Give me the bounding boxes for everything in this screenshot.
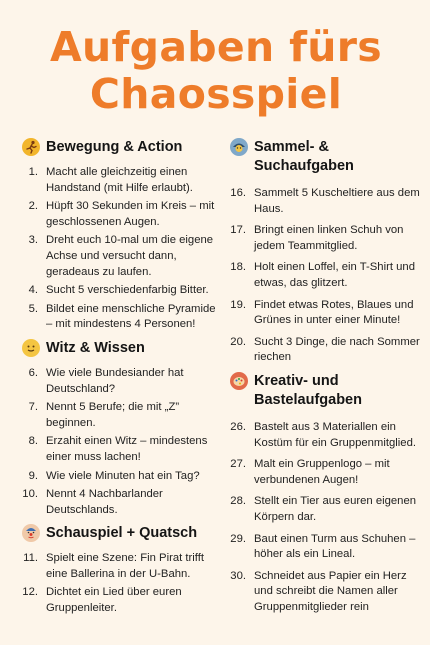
item-number: 9.	[28, 469, 38, 482]
item-text: Holt einen Loffel, ein T-Shirt und etwas, das glitzert.	[254, 261, 415, 289]
clown-face-icon	[22, 524, 40, 542]
section-title: Schauspiel + Quatsch	[46, 525, 198, 542]
title-line-2: Chaosspiel	[89, 70, 343, 118]
item-number: 28.	[230, 495, 246, 508]
item-text: Wie viele Minuten hat ein Tag?	[46, 469, 200, 482]
item-number: 20.	[230, 335, 246, 348]
section-title: Kreativ- und Bastelaufgaben	[254, 372, 362, 408]
list-item	[230, 186, 420, 217]
list-item	[230, 335, 420, 366]
section-sammel	[230, 138, 420, 366]
list-item	[22, 585, 220, 616]
item-text: Spielt eine Szene: Fin Pirat trifft eine Ballerina in der U-Bahn.	[46, 552, 205, 580]
section-bewegung	[22, 138, 220, 333]
section-witz	[22, 339, 220, 518]
item-text: Nennt 5 Berufe; die mit „Z” beginnen.	[46, 401, 180, 429]
item-text: Baut einen Turm aus Schuhen – höher als ein Lineal.	[254, 532, 416, 561]
section-title: Sammel- & Suchaufgaben	[254, 139, 354, 174]
item-text: Hüpft 30 Sekunden im Kreis – mit geschlossenen Augen.	[46, 200, 215, 228]
list-item	[22, 551, 220, 582]
list-item	[22, 165, 220, 196]
item-number: 18.	[230, 261, 246, 274]
section-header	[22, 138, 220, 157]
item-text: Dichtet ein Lied über euren Gruppenleiter.	[46, 586, 182, 615]
task-list	[230, 186, 420, 366]
item-number: 7.	[28, 401, 38, 414]
list-item	[230, 494, 420, 525]
item-number: 11.	[23, 552, 38, 565]
list-item	[230, 223, 420, 254]
columns	[22, 138, 420, 623]
section-header	[230, 138, 420, 176]
item-text: Sucht 3 Dinge, die nach Sommer riechen	[254, 335, 420, 364]
task-list	[230, 420, 420, 616]
item-text: Findet etwas Rotes, Blaues und Grünes in unter einer Minute!	[254, 298, 414, 327]
item-number: 27.	[230, 458, 246, 471]
item-text: Sucht 5 verschiedenfarbig Bitter.	[46, 284, 209, 297]
item-number: 5.	[28, 302, 38, 315]
item-text: Wie viele Bundesiander hat Deutschland?	[46, 366, 184, 395]
list-item	[22, 434, 220, 465]
item-number: 4.	[28, 284, 38, 297]
item-number: 1.	[28, 166, 38, 178]
list-item	[22, 302, 220, 333]
item-text: Bastelt aus 3 Materiallen ein Kostüm für ein Gruppenmitglied.	[254, 420, 417, 449]
item-text: Stellt ein Tier aus euren eigenen Körpern dar.	[254, 495, 417, 523]
item-number: 30.	[230, 569, 246, 582]
list-item	[22, 400, 220, 431]
section-header	[22, 339, 220, 358]
item-number: 3.	[28, 234, 38, 247]
item-text: Sammelt 5 Kuscheltiere aus dem Haus.	[254, 187, 420, 215]
task-list	[22, 366, 220, 518]
search-face-icon	[230, 138, 248, 156]
item-number: 10.	[22, 488, 38, 501]
title-line-1: Aufgaben fürs	[50, 23, 382, 71]
item-text: Schneidet aus Papier ein Herz und schreibt die Namen aller Gruppenmitglieder rein	[254, 569, 407, 613]
task-list	[22, 165, 220, 333]
list-item	[22, 487, 220, 518]
section-schauspiel	[22, 524, 220, 616]
list-item	[230, 298, 420, 329]
section-kreativ	[230, 372, 420, 616]
list-item	[22, 199, 220, 230]
task-list	[22, 551, 220, 616]
page-title	[22, 24, 410, 118]
section-title: Witz & Wissen	[46, 339, 145, 356]
item-text: Malt ein Gruppenlogo – mit verbundenen Augen!	[254, 458, 390, 486]
list-item	[22, 233, 220, 280]
art-palette-icon	[230, 372, 248, 390]
list-item	[22, 366, 220, 397]
item-number: 19.	[230, 298, 246, 311]
item-text: Bringt einen linken Schuh von jedem Teammitglied.	[254, 224, 404, 252]
item-text: Nennt 4 Nachbarlander Deutschlands.	[46, 488, 163, 516]
item-number: 26.	[230, 420, 246, 433]
item-text: Erzahit einen Witz – mindestens einer muss lachen!	[46, 435, 208, 463]
section-title: Bewegung & Action	[46, 139, 183, 155]
item-number: 17.	[230, 224, 246, 237]
section-header	[22, 524, 220, 543]
smiling-face-icon	[22, 339, 40, 357]
list-item	[22, 469, 220, 485]
item-number: 2.	[28, 200, 38, 213]
running-person-icon	[22, 138, 40, 156]
item-number: 12.	[22, 586, 38, 599]
item-number: 8.	[28, 435, 38, 448]
item-text: Dreht euch 10-mal um die eigene Achse und versucht dann, geradeaus zu laufen.	[46, 234, 214, 278]
list-item	[230, 260, 420, 291]
list-item	[230, 420, 420, 451]
item-text: Macht alle gleichzeitig einen Handstand (mit Hilfe erlaubt).	[46, 166, 193, 194]
left-column	[22, 138, 220, 623]
item-number: 16.	[230, 187, 246, 199]
right-column	[230, 138, 420, 623]
item-number: 29.	[230, 532, 246, 545]
list-item	[22, 283, 220, 299]
list-item	[230, 532, 420, 563]
item-number: 6.	[28, 366, 38, 379]
section-header	[230, 372, 420, 410]
item-text: Bildet eine menschliche Pyramide – mit mindestens 4 Personen!	[46, 302, 216, 331]
list-item	[230, 457, 420, 488]
list-item	[230, 569, 420, 616]
